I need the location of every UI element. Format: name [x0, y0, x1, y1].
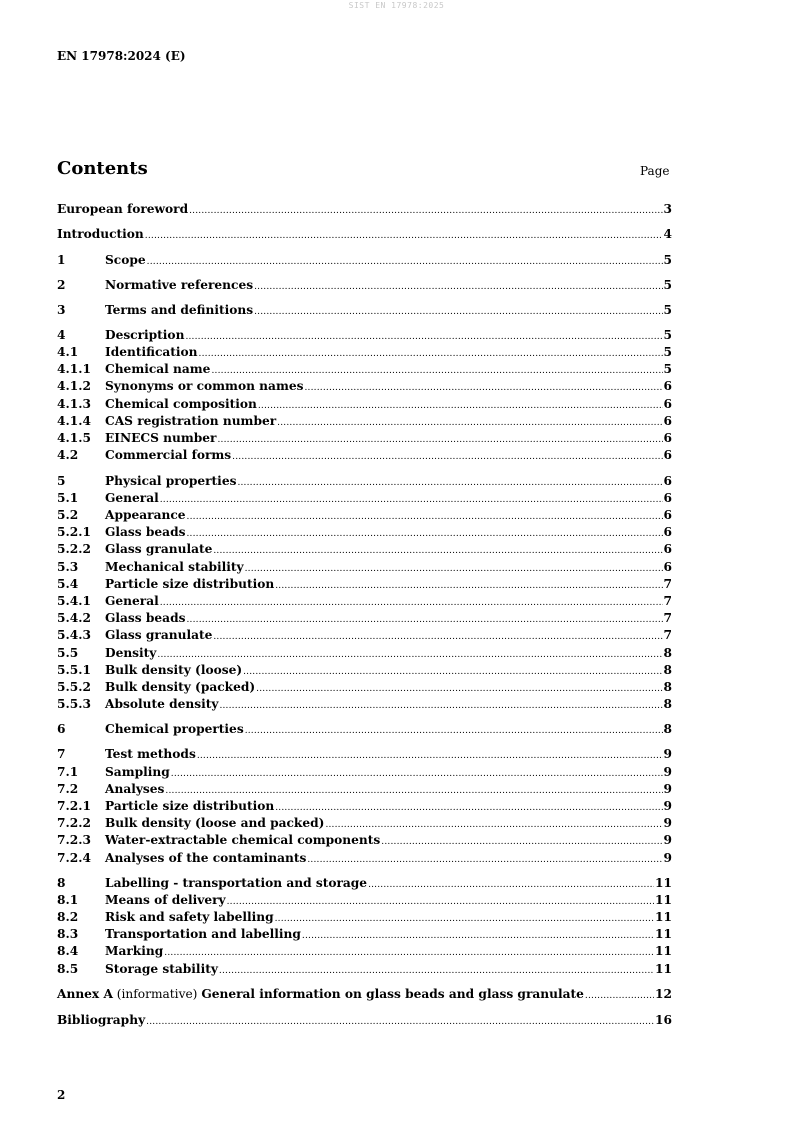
toc-entry-number: 7 — [57, 747, 66, 761]
toc-entry-page: 6 — [663, 542, 672, 556]
toc-entry[interactable] — [57, 396, 672, 413]
annex-type-note: (informative) — [112, 987, 202, 1001]
toc-entry-title: Appearance — [105, 508, 186, 522]
toc-entry-page: 8 — [663, 680, 672, 694]
toc-entry-page: 5 — [663, 253, 672, 267]
toc-entry-title: Particle size distribution — [105, 577, 275, 591]
toc-entry-page: 11 — [655, 910, 672, 924]
toc-entry[interactable] — [57, 892, 672, 909]
dot-leader — [147, 254, 663, 271]
toc-entry-number: 5.4.1 — [57, 594, 91, 608]
watermark: SIST EN 17978:2025 — [348, 1, 445, 10]
toc-entry[interactable] — [57, 524, 672, 541]
toc-entry-number: 7.2.3 — [57, 833, 91, 847]
toc-entry[interactable] — [57, 277, 672, 294]
toc-entry[interactable] — [57, 961, 672, 978]
toc-entry[interactable] — [57, 593, 672, 610]
toc-entry-title: Risk and safety labelling — [105, 910, 274, 924]
page-column-label: Page — [640, 164, 670, 178]
toc-entry-page: 7 — [663, 628, 672, 642]
toc-entry-number: 7.2.4 — [57, 851, 91, 865]
toc-entry-page: 9 — [663, 851, 672, 865]
toc-entry[interactable] — [57, 746, 672, 763]
toc-entry[interactable] — [57, 645, 672, 662]
toc-entry-number: 8.3 — [57, 927, 79, 941]
toc-entry-page: 5 — [663, 328, 672, 342]
annex-label: Annex A — [57, 987, 113, 1001]
toc-entry[interactable] — [57, 850, 672, 867]
toc-entry-page: 8 — [663, 646, 672, 660]
toc-entry-number: 8.5 — [57, 962, 79, 976]
toc-entry[interactable] — [57, 344, 672, 361]
toc-entry[interactable] — [57, 447, 672, 464]
toc-entry-number: 4.1.2 — [57, 379, 91, 393]
dot-leader — [304, 380, 662, 397]
toc-entry-title: Glass beads — [105, 525, 186, 539]
toc-entry-title: Test methods — [105, 747, 196, 761]
toc-entry[interactable] — [57, 430, 672, 447]
page-number: 2 — [57, 1088, 66, 1102]
toc-entry-title: EINECS number — [105, 431, 217, 445]
toc-entry-number: 2 — [57, 278, 66, 292]
toc-entry-title: Bibliography — [57, 1013, 146, 1027]
toc-entry-number: 4.1 — [57, 345, 79, 359]
toc-entry[interactable] — [57, 361, 672, 378]
toc-entry-page: 5 — [663, 303, 672, 317]
toc-entry-page: 6 — [663, 491, 672, 505]
toc-entry-page: 3 — [663, 202, 672, 216]
toc-entry-page: 6 — [663, 397, 672, 411]
toc-entry-number: 5.4.3 — [57, 628, 91, 642]
toc-entry[interactable] — [57, 490, 672, 507]
toc-entry-title: Commercial forms — [105, 448, 232, 462]
toc-entry-page: 5 — [663, 362, 672, 376]
dot-leader — [585, 988, 654, 1005]
toc-entry-number: 5.5.3 — [57, 697, 91, 711]
toc-entry-number: 5.5.2 — [57, 680, 91, 694]
toc-entry-page: 7 — [663, 611, 672, 625]
toc-entry-page: 6 — [663, 414, 672, 428]
dot-leader — [254, 279, 662, 296]
toc-entry-page: 11 — [655, 876, 672, 890]
toc-entry-number: 8 — [57, 876, 66, 890]
toc-entry-number: 5.5 — [57, 646, 79, 660]
toc-entry[interactable] — [57, 909, 672, 926]
toc-entry-title: Labelling - transportation and storage — [105, 876, 368, 890]
toc-entry-number: 7.2.2 — [57, 816, 91, 830]
toc-entry-number: 4.1.5 — [57, 431, 91, 445]
toc-entry-title: Analyses — [105, 782, 165, 796]
dot-leader — [254, 304, 662, 321]
toc-entry-page: 9 — [663, 799, 672, 813]
dot-leader — [232, 449, 662, 466]
toc-entry-title: Bulk density (packed) — [105, 680, 256, 694]
toc-entry[interactable] — [57, 627, 672, 644]
toc-entry[interactable] — [57, 327, 672, 344]
toc-entry[interactable] — [57, 781, 672, 798]
toc-entry-number: 4.1.4 — [57, 414, 91, 428]
toc-entry-page: 6 — [663, 525, 672, 539]
toc-entry-number: 4.2 — [57, 448, 79, 462]
toc-entry[interactable] — [57, 201, 672, 218]
toc-entry-number: 5.4 — [57, 577, 79, 591]
toc-entry[interactable] — [57, 507, 672, 524]
toc-entry[interactable] — [57, 559, 672, 576]
toc-entry-title: Introduction — [57, 227, 144, 241]
toc-entry[interactable] — [57, 576, 672, 593]
toc-entry-title: Means of delivery — [105, 893, 226, 907]
toc-entry-title: Chemical name — [105, 362, 211, 376]
toc-entry-page: 11 — [655, 927, 672, 941]
toc-entry-number: 5.1 — [57, 491, 79, 505]
dot-leader — [197, 748, 663, 765]
toc-entry-title: Particle size distribution — [105, 799, 275, 813]
toc-entry-title: Synonyms or common names — [105, 379, 304, 393]
toc-entry-title: Description — [105, 328, 185, 342]
toc-entry-title: Density — [105, 646, 157, 660]
toc-entry-page: 8 — [663, 722, 672, 736]
document-id: EN 17978:2024 (E) — [57, 49, 186, 63]
dot-leader — [146, 1014, 654, 1031]
toc-entry-title: General — [105, 491, 159, 505]
dot-leader — [164, 945, 654, 962]
toc-entry-title: Chemical composition — [105, 397, 257, 411]
toc-entry-page: 9 — [663, 765, 672, 779]
toc-entry-title: Mechanical stability — [105, 560, 244, 574]
toc-entry-title: Glass granulate — [105, 542, 213, 556]
toc-entry-number: 7.1 — [57, 765, 79, 779]
toc-entry[interactable] — [57, 721, 672, 738]
toc-entry-number: 4.1.1 — [57, 362, 91, 376]
toc-entry-number: 5.4.2 — [57, 611, 91, 625]
toc-entry-title: CAS registration number — [105, 414, 277, 428]
toc-entry-title: Chemical properties — [105, 722, 244, 736]
toc-entry[interactable] — [57, 679, 672, 696]
toc-entry-title: General — [105, 594, 159, 608]
toc-entry-page: 11 — [655, 944, 672, 958]
toc-entry[interactable] — [57, 943, 672, 960]
toc-entry-title: Physical properties — [105, 474, 237, 488]
toc-entry-number: 3 — [57, 303, 66, 317]
toc-entry-number: 4 — [57, 328, 66, 342]
toc-entry-number: 4.1.3 — [57, 397, 91, 411]
toc-entry-title: Marking — [105, 944, 164, 958]
toc-entry[interactable] — [57, 875, 672, 892]
toc-entry-title: Scope — [105, 253, 146, 267]
toc-entry-title: Water-extractable chemical components — [105, 833, 381, 847]
toc-entry-page: 6 — [663, 448, 672, 462]
toc-entry-page: 5 — [663, 345, 672, 359]
toc-entry-page: 9 — [663, 747, 672, 761]
dot-leader — [245, 723, 663, 740]
dot-leader — [219, 698, 662, 715]
toc-entry-title: Normative references — [105, 278, 254, 292]
toc-entry-number: 5.2.2 — [57, 542, 91, 556]
toc-entry[interactable] — [57, 473, 672, 490]
dot-leader — [213, 629, 662, 646]
dot-leader — [219, 963, 654, 980]
toc-entry-title: Identification — [105, 345, 198, 359]
toc-entry-page: 7 — [663, 594, 672, 608]
dot-leader — [307, 852, 662, 869]
toc-entry-page: 11 — [655, 962, 672, 976]
toc-entry-number: 5.3 — [57, 560, 79, 574]
toc-entry-number: 7.2 — [57, 782, 79, 796]
toc-entry-page: 7 — [663, 577, 672, 591]
toc-entry-title: Transportation and labelling — [105, 927, 301, 941]
toc-entry-page: 16 — [655, 1013, 672, 1027]
toc-entry-number: 5 — [57, 474, 66, 488]
toc-entry[interactable] — [57, 815, 672, 832]
toc-entry[interactable] — [57, 986, 672, 1003]
toc-entry-number: 8.4 — [57, 944, 79, 958]
toc-entry-number: 5.2 — [57, 508, 79, 522]
toc-entry[interactable] — [57, 696, 672, 713]
toc-entry-title: Sampling — [105, 765, 170, 779]
toc-entry-number: 6 — [57, 722, 66, 736]
toc-entry[interactable] — [57, 764, 672, 781]
toc-entry-title: European foreword — [57, 202, 189, 216]
toc-entry-title: Absolute density — [105, 697, 219, 711]
toc-entry[interactable] — [57, 662, 672, 679]
toc-entry-page: 9 — [663, 833, 672, 847]
toc-entry[interactable] — [57, 610, 672, 627]
toc-entry[interactable] — [57, 1012, 672, 1029]
toc-entry[interactable] — [57, 798, 672, 815]
toc-entry-title: Bulk density (loose and packed) — [105, 816, 325, 830]
toc-entry-title: Terms and definitions — [105, 303, 254, 317]
toc-entry[interactable] — [57, 302, 672, 319]
toc-entry-page: 8 — [663, 697, 672, 711]
toc-entry[interactable] — [57, 926, 672, 943]
toc-entry-page: 6 — [663, 431, 672, 445]
dot-leader — [189, 203, 662, 220]
annex-title: General information on glass beads and glass granulate — [201, 987, 584, 1001]
toc-entry-number: 5.2.1 — [57, 525, 91, 539]
toc-entry-page: 8 — [663, 663, 672, 677]
toc-entry[interactable] — [57, 541, 672, 558]
toc-entry[interactable] — [57, 252, 672, 269]
toc-entry[interactable] — [57, 832, 672, 849]
toc-entry-page: 4 — [663, 227, 672, 241]
toc-entry[interactable] — [57, 226, 672, 243]
toc-entry-page: 6 — [663, 560, 672, 574]
toc-entry-number: 1 — [57, 253, 66, 267]
contents-heading: Contents — [57, 158, 148, 179]
toc-entry-page: 6 — [663, 508, 672, 522]
toc-entry-page: 6 — [663, 379, 672, 393]
toc-entry-page: 11 — [655, 893, 672, 907]
toc-entry-number: 5.5.1 — [57, 663, 91, 677]
toc-entry-title: Glass beads — [105, 611, 186, 625]
dot-leader — [381, 834, 662, 851]
toc-entry-page: 9 — [663, 816, 672, 830]
toc-entry-title: Glass granulate — [105, 628, 213, 642]
toc-entry-title: Bulk density (loose) — [105, 663, 243, 677]
toc-entry-number: 8.1 — [57, 893, 79, 907]
dot-leader — [145, 228, 663, 245]
toc-entry-page: 12 — [655, 987, 672, 1001]
toc-entry[interactable] — [57, 413, 672, 430]
toc-entry-page: 9 — [663, 782, 672, 796]
toc-entry-title — [57, 986, 584, 1003]
toc-entry-page: 5 — [663, 278, 672, 292]
toc-entry-number: 8.2 — [57, 910, 79, 924]
toc-entry-title: Analyses of the contaminants — [105, 851, 307, 865]
toc-entry-page: 6 — [663, 474, 672, 488]
dot-leader — [213, 543, 662, 560]
toc-entry[interactable] — [57, 378, 672, 395]
toc-entry-title: Storage stability — [105, 962, 218, 976]
toc-entry-number: 7.2.1 — [57, 799, 91, 813]
